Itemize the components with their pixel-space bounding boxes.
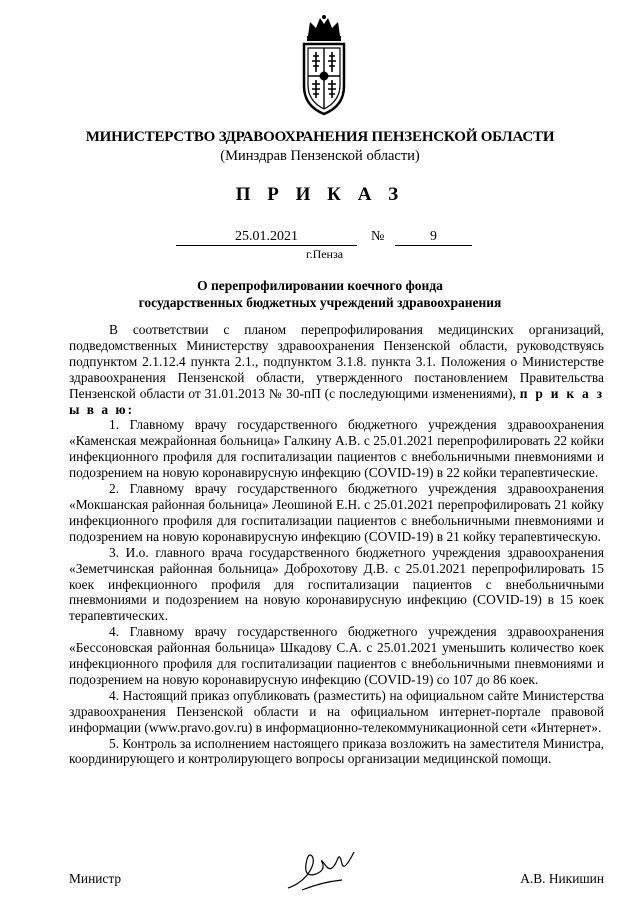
list-item: 2. Главному врачу государственного бюджетного учреждения здравоохранения «Мокшанская районная больница» Леошиной Е.Н. с 25.01.2021 перепрофилировать 21 койку инфекционного профиля для госпитализации пациентов с внебольничными пневмониями и подозрением на новую коронавирусную инфекцию (COVID-19) в 21 койку терапевтическую. — [69, 481, 604, 544]
list-item: 5. Контроль за исполнением настоящего приказа возложить на заместителя Министра, координирующего и контролирующего вопросы организации медицинской помощи. — [69, 735, 604, 767]
order-date: 25.01.2021 — [176, 229, 357, 246]
list-item: 3. И.о. главного врача государственного бюджетного учреждения здравоохранения «Земетчинская районная больница» Доброхотову Д.В. с 25.01.2021 перепрофилировать 15 коек инфекционного профиля для госпитализации пациентов с внебольничными пневмониями и подозрением на новую коронавирусную инфекцию (COVID-19) в 15 коек терапевтических. — [69, 544, 604, 624]
order-body — [69, 322, 604, 767]
heading-line-1: О перепрофилировании коечного фонда — [197, 278, 443, 293]
document-type: П Р И К А З — [235, 184, 405, 205]
list-item: 4. Настоящий приказ опубликовать (разместить) на официальном сайте Министерства здравоохранения Пензенской области и на официальном интернет-портале правовой информации (www.pravo.gov.ru) в информационно-телекоммуникационной сети «Интернет». — [69, 687, 604, 735]
number-sign: № — [371, 229, 385, 244]
list-item: 1. Главному врачу государственного бюджетного учреждения здравоохранения «Каменская межрайонная больница» Галкину А.В. с 25.01.2021 перепрофилировать 22 койки инфекционного профиля для госпитализации пациентов с внебольничными пневмониями и подозрением на новую коронавирусную инфекцию (COVID-19) в 22 койки терапевтические. — [69, 417, 604, 481]
signatory-post: Министр — [69, 871, 122, 886]
heading-line-2: государственных бюджетных учреждений здравоохранения — [138, 295, 502, 310]
signatory-name: А.В. Никишин — [520, 871, 604, 886]
ministry-name: МИНИСТЕРСТВО ЗДРАВООХРАНЕНИЯ ПЕНЗЕНСКОЙ ОБЛАСТИ — [85, 129, 555, 145]
preamble-text: В соответствии с планом перепрофилирования медицинских организаций, подведомственных Министерству здравоохранения Пензенской области, руководствуясь подпунктом 2.1.12.4 пункта 2.1., подпунктом 3.1.8. пункта 3.1. Положения о Министерстве здравоохранения Пензенской области, утвержденного постановлением Правительства Пензенской области от 31.01.2013 № 30-пП (с последующими изменениями), — [69, 322, 604, 401]
ministry-short-name: (Минздрав Пензенской области) — [220, 148, 420, 164]
handwritten-signature-icon — [282, 844, 362, 894]
city: г.Пенза — [306, 247, 344, 261]
command-word: п р и к а з ы в а ю: — [69, 385, 604, 417]
order-number: 9 — [395, 229, 472, 246]
coat-of-arms-icon — [296, 14, 352, 118]
order-heading — [0, 277, 640, 311]
preamble-paragraph — [69, 322, 604, 417]
list-item: 4. Главному врачу государственного бюджетного учреждения здравоохранения «Бессоновская районная больница» Шкадову С.А. с 25.01.2021 уменьшить количество коек инфекционного профиля для госпитализации пациентов с внебольничными пневмониями и подозрением на новую коронавирусную инфекцию (COVID-19) со 107 до 86 коек. — [69, 624, 604, 687]
